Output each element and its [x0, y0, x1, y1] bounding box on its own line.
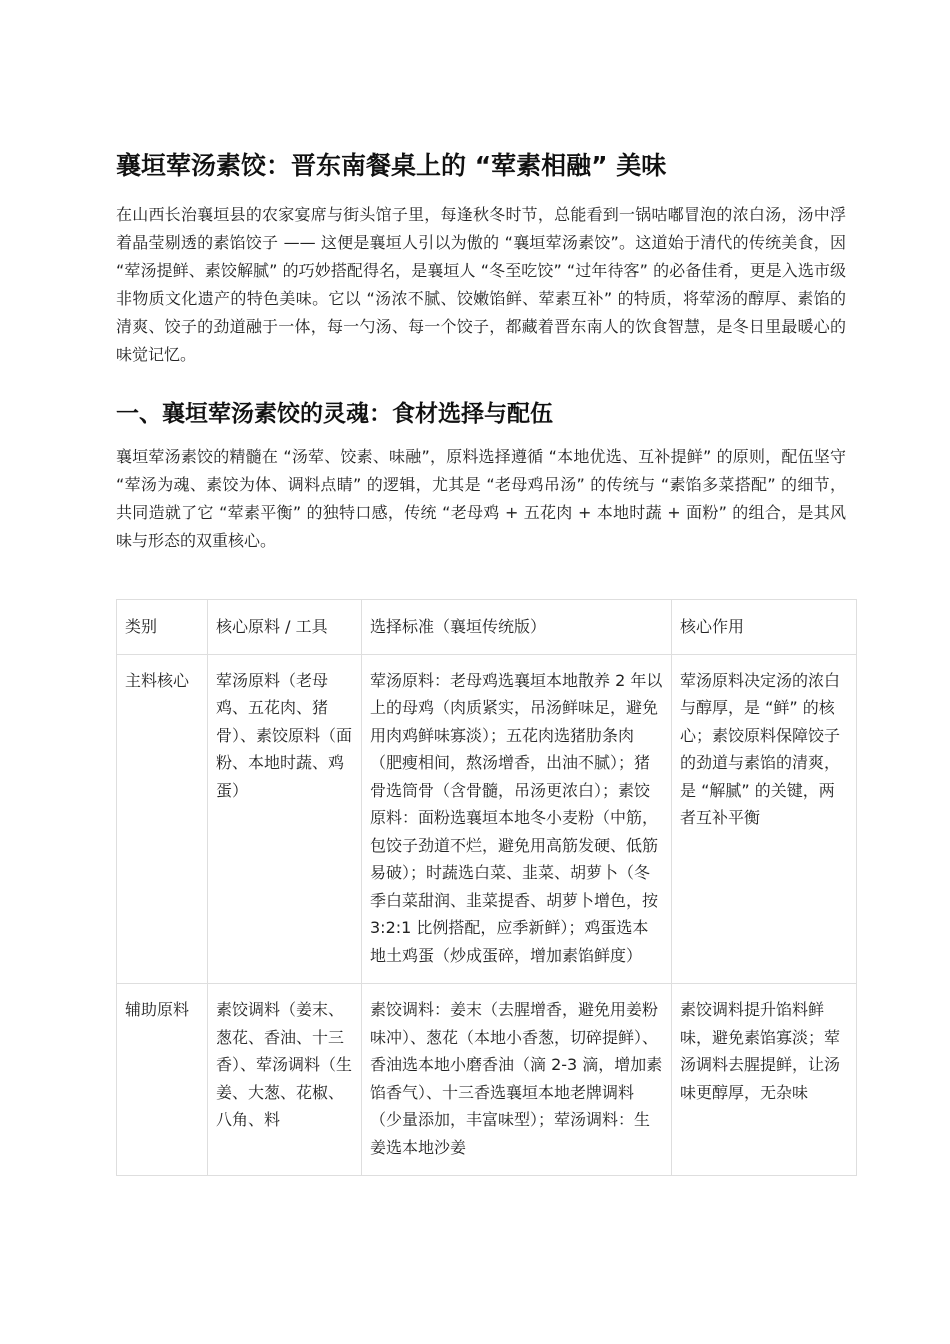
- cell-text: 素饺调料提升馅料鲜味，避免素馅寡淡；荤汤调料去腥提鲜，让汤味更醇厚，无杂味: [680, 1000, 841, 1102]
- table-header-cell: 核心作用: [672, 600, 857, 655]
- section-heading: 一、襄垣荤汤素饺的灵魂：食材选择与配伍: [116, 401, 553, 427]
- table-header-cell: 类别: [117, 600, 208, 655]
- table-cell-standard: [362, 984, 672, 1176]
- section-paragraph: 襄垣荤汤素饺的精髓在 “汤荤、饺素、味融”，原料选择遵循 “本地优选、互补提鲜” 的原则，配伍坚守 “荤汤为魂、素饺为体、调料点睛” 的逻辑，尤其是 “老母鸡吊汤” 的传统与 “素馅多菜搭配” 的细节，共同造就了它 “荤素平衡” 的独特口感，传统 “老母鸡 + 五花肉 + 本地时蔬 + 面粉” 的组合，是其风味与形态的双重核心。: [116, 447, 846, 550]
- table-header-cell: 选择标准（襄垣传统版）: [362, 600, 672, 655]
- cell-text: 辅助原料: [125, 1000, 190, 1019]
- table-cell-role: [672, 984, 857, 1176]
- table-cell-standard: 荤汤原料：老母鸡选襄垣本地散养 2 年以上的母鸡（肉质紧实，吊汤鲜味足，避免用肉鸡鲜味寡淡）；五花肉选猪肋条肉（肥瘦相间，熬汤增香，出油不腻）；猪骨选筒骨（含骨髓，吊汤更浓白）；素饺原料：面粉选襄垣本地冬小麦粉（中筋，包饺子劲道不烂，避免用高筋发硬、低筋易破）；时蔬选白菜、韭菜、胡萝卜（冬季白菜甜润、韭菜提香、胡萝卜增色，按 3:2:1 比例搭配，应季新鲜）；鸡蛋选本地土鸡蛋（炒成蛋碎，增加素馅鲜度）: [362, 654, 672, 984]
- ingredients-table: [116, 599, 857, 1176]
- table-row: [117, 654, 857, 984]
- table-cell-role: 荤汤原料决定汤的浓白与醇厚，是 “鲜” 的核心；素饺原料保障饺子的劲道与素馅的清爽，是 “解腻” 的关键，两者互补平衡: [672, 654, 857, 984]
- document-title: 襄垣荤汤素饺：晋东南餐桌上的 “荤素相融” 美味: [116, 151, 667, 180]
- table-header-row: [117, 600, 857, 655]
- intro-paragraph: 在山西长治襄垣县的农家宴席与街头馆子里，每逢秋冬时节，总能看到一锅咕嘟冒泡的浓白汤，汤中浮着晶莹剔透的素馅饺子 —— 这便是襄垣人引以为傲的 “襄垣荤汤素饺”。这道始于清代的传统美食，因 “荤汤提鲜、素饺解腻” 的巧妙搭配得名，是襄垣人 “冬至吃饺” “过年待客” 的必备佳肴，更是入选市级非物质文化遗产的特色美味。它以 “汤浓不腻、饺嫩馅鲜、荤素互补” 的特质，将荤汤的醇厚、素馅的清爽、饺子的劲道融于一体，每一勺汤、每一个饺子，都藏着晋东南人的饮食智慧，是冬日里最暖心的味觉记忆。: [116, 205, 846, 364]
- table-cell-category: 主料核心: [117, 654, 208, 984]
- cell-text: 素饺调料：姜末（去腥增香，避免用姜粉味冲）、葱花（本地小香葱，切碎提鲜）、香油选本地小磨香油（滴 2-3 滴，增加素馅香气）、十三香选襄垣本地老牌调料（少量添加，丰富味型）；荤汤调料：生姜选本地沙姜: [370, 1000, 663, 1157]
- table-header-cell: 核心原料 / 工具: [208, 600, 362, 655]
- table-cell-category: [117, 984, 208, 1176]
- table-cell-materials: 荤汤原料（老母鸡、五花肉、猪骨）、素饺原料（面粉、本地时蔬、鸡蛋）: [208, 654, 362, 984]
- table-row: [117, 984, 857, 1176]
- table-cell-materials: [208, 984, 362, 1176]
- cell-text: 素饺调料（姜末、葱花、香油、十三香）、荤汤调料（生姜、大葱、花椒、八角、料: [216, 1000, 353, 1129]
